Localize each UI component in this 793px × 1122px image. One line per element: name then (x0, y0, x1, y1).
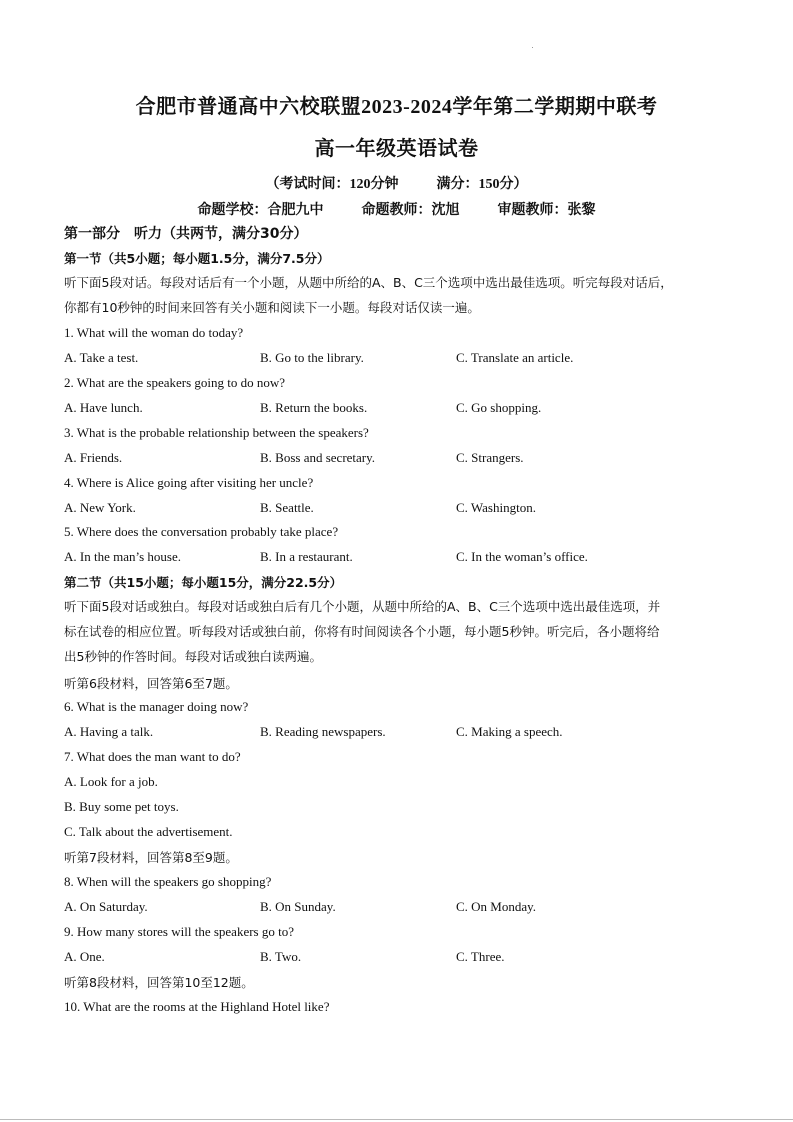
option-b: B. In a restaurant. (260, 549, 353, 564)
instruction-line: 出5秒钟的作答时间。每段对话或独白读两遍。 (64, 649, 322, 664)
option-c: C. Making a speech. (456, 724, 563, 739)
option-c: C. In the woman’s office. (456, 549, 588, 564)
exam-subtitle: 高一年级英语试卷 (314, 138, 479, 160)
option-a: A. In the man’s house. (64, 549, 181, 564)
option-b: B. Seattle. (260, 500, 314, 515)
exam-time: （考试时间：120分钟 (265, 177, 399, 192)
option-b: B. Boss and secretary. (260, 450, 376, 465)
option-a: A. One. (64, 949, 105, 964)
option-c: C. Three. (456, 949, 505, 964)
option-c: C. Washington. (456, 500, 536, 515)
option-b: B. Reading newspapers. (260, 724, 386, 739)
question-9: 9. How many stores will the speakers go to? (64, 924, 294, 939)
option-a: A. New York. (64, 500, 136, 515)
question-8: 8. When will the speakers go shopping? (64, 874, 272, 889)
section1-heading: 第一节（共5小题；每小题1.5分，满分7.5分） (64, 251, 330, 266)
option-c: C. Strangers. (456, 450, 524, 465)
question-6: 6. What is the manager doing now? (64, 699, 249, 714)
option-a: A. Have lunch. (64, 400, 143, 415)
option-a: A. Take a test. (64, 350, 139, 365)
full-score: 满分：150分） (436, 177, 528, 192)
option-c: C. On Monday. (456, 899, 537, 914)
option-b: B. Go to the library. (260, 350, 364, 365)
option-b: B. On Sunday. (260, 899, 336, 914)
material-8-note: 听第8段材料，回答第10至12题。 (64, 975, 254, 990)
question-3: 3. What is the probable relationship between the speakers? (64, 425, 369, 440)
page-bottom-edge (0, 1119, 793, 1120)
section2-instructions (64, 594, 744, 669)
question-2: 2. What are the speakers going to do now? (64, 375, 286, 390)
question-5: 5. Where does the conversation probably take place? (64, 524, 339, 539)
option-c: C. Talk about the advertisement. (64, 824, 233, 839)
exam-authors (0, 199, 793, 219)
instruction-line: 听下面5段对话或独白。每段对话或独白后有几个小题，从题中所给的A、B、C三个选项中选出最佳选项，并 (64, 599, 661, 614)
exam-title: 合肥市普通高中六校联盟2023-2024学年第二学期期中联考 (135, 96, 658, 118)
part1-heading: 第一部分 听力（共两节，满分30分） (64, 226, 308, 242)
instruction-line: 听下面5段对话。每段对话后有一个小题，从题中所给的A、B、C三个选项中选出最佳选项。听完每段对话后， (64, 275, 673, 290)
setting-teacher: 命题教师：沈旭 (361, 203, 460, 218)
exam-time-score (0, 173, 793, 193)
section1-instructions (64, 270, 744, 320)
option-b: B. Return the books. (260, 400, 368, 415)
material-7-note: 听第7段材料，回答第8至9题。 (64, 850, 238, 865)
question-1: 1. What will the woman do today? (64, 325, 244, 340)
question-4: 4. Where is Alice going after visiting her uncle? (64, 475, 314, 490)
option-a: A. Look for a job. (64, 774, 158, 789)
option-a: A. On Saturday. (64, 899, 148, 914)
review-teacher: 审题教师：张黎 (497, 203, 596, 218)
instruction-line: 你都有10秒钟的时间来回答有关小题和阅读下一小题。每段对话仅读一遍。 (64, 300, 480, 315)
question-10: 10. What are the rooms at the Highland Hotel like? (64, 999, 330, 1014)
material-6-note: 听第6段材料，回答第6至7题。 (64, 676, 238, 691)
setting-school: 命题学校：合肥九中 (197, 203, 324, 218)
section2-heading: 第二节（共15小题；每小题15分，满分22.5分） (64, 575, 343, 590)
instruction-line: 标在试卷的相应位置。听每段对话或独白前，你将有时间阅读各个小题，每小题5秒钟。听完后，各小题将给 (64, 624, 660, 639)
option-b: B. Buy some pet toys. (64, 799, 179, 814)
option-c: C. Go shopping. (456, 400, 542, 415)
option-a: A. Friends. (64, 450, 123, 465)
option-a: A. Having a talk. (64, 724, 154, 739)
scan-speck (532, 47, 533, 48)
question-7: 7. What does the man want to do? (64, 749, 241, 764)
option-c: C. Translate an article. (456, 350, 574, 365)
option-b: B. Two. (260, 949, 302, 964)
